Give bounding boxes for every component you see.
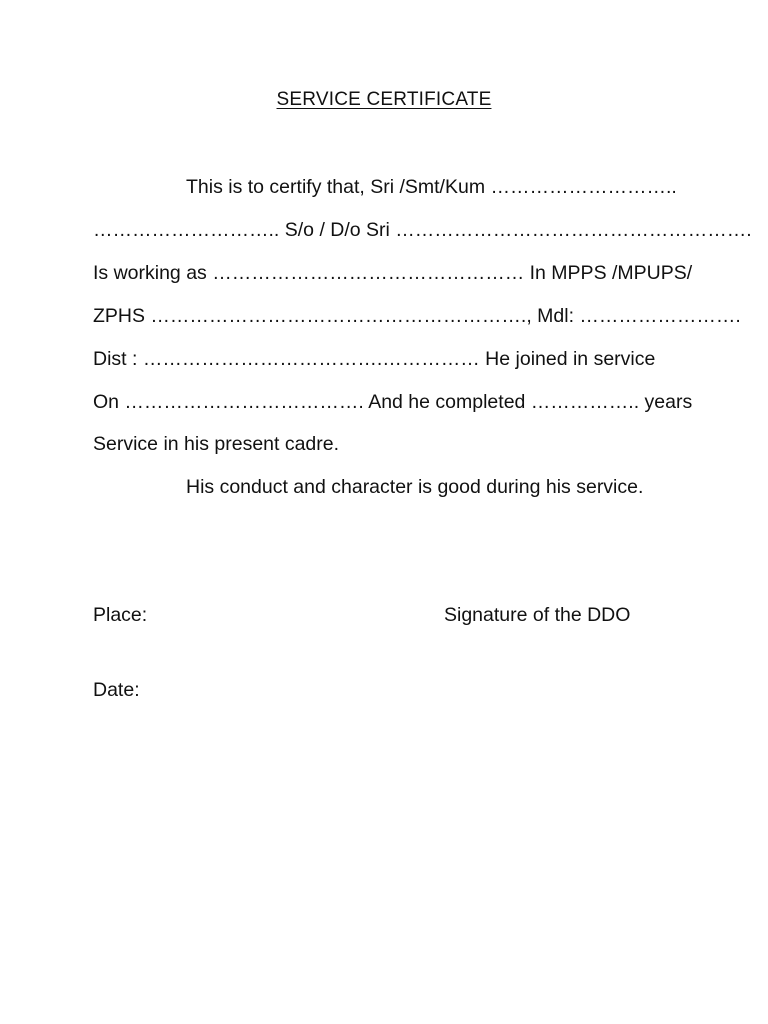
certify-line-2: ……………………….. S/o / D/o Sri ……………………………………………….: [93, 219, 752, 241]
certify-line-6: On ………………………………. And he completed …………….. years: [93, 391, 693, 413]
certify-line-1: This is to certify that, Sri /Smt/Kum ………………………..: [186, 176, 677, 198]
certify-line-3: Is working as ………………………………………… In MPPS /MPUPS/: [93, 262, 693, 284]
conduct-line: His conduct and character is good during his service.: [186, 476, 644, 498]
certify-line-5: Dist : ……………………………….…………… He joined in service: [93, 348, 656, 370]
place-label: Place:: [93, 604, 148, 626]
certificate-title: SERVICE CERTIFICATE: [276, 89, 492, 110]
certify-line-7: Service in his present cadre.: [93, 433, 340, 455]
certify-line-4: ZPHS …………………………………………………., Mdl: …………………….: [93, 305, 741, 327]
signature-label: Signature of the DDO: [444, 604, 631, 626]
date-label: Date:: [93, 679, 140, 701]
